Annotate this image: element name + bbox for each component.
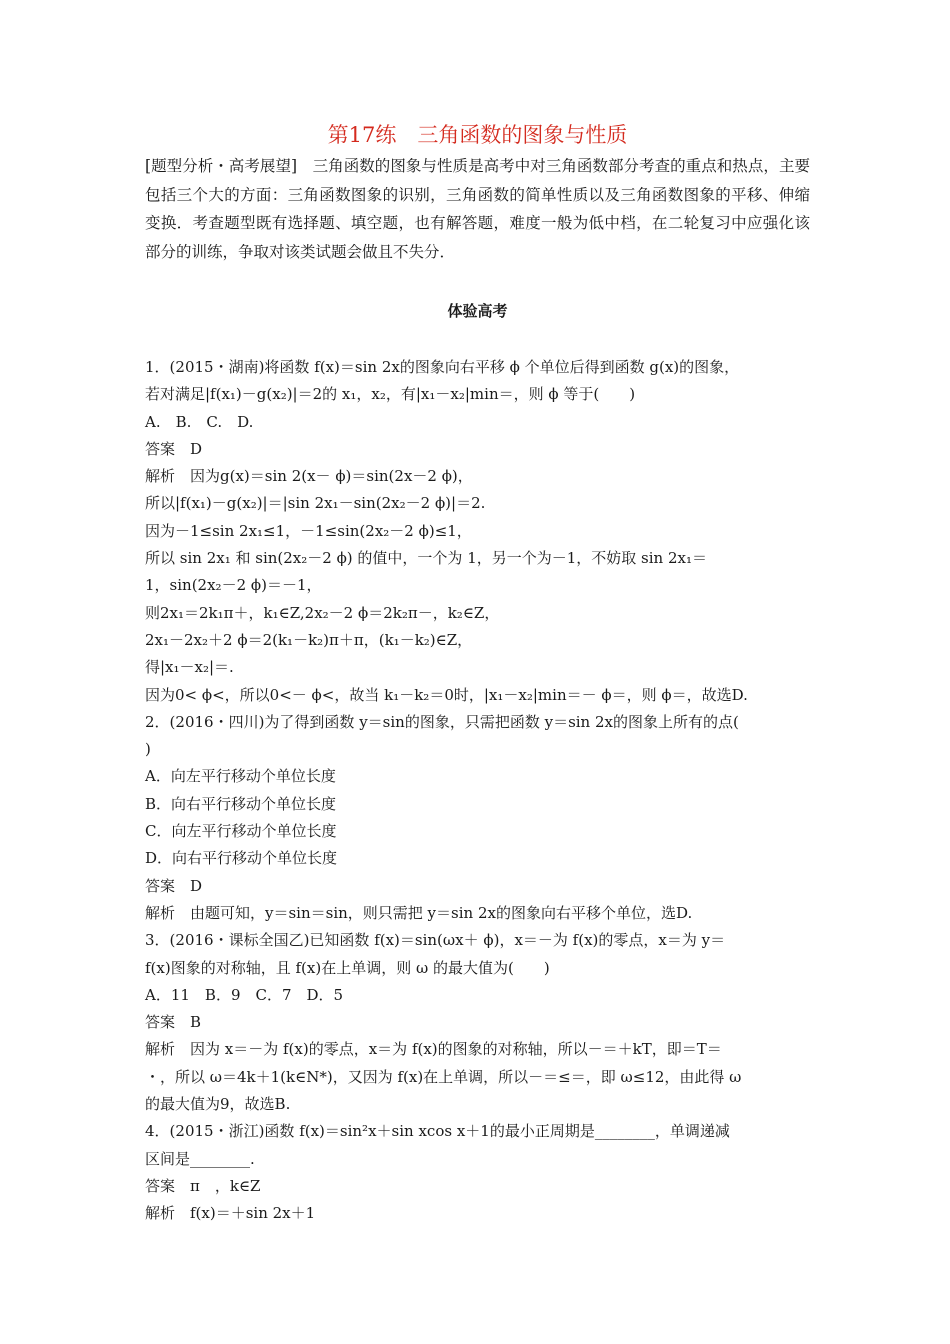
text-line: 2．(2016・四川)为了得到函数 y＝sin的图象，只需把函数 y＝sin 2x的图象上所有的点( (145, 712, 739, 731)
text-line: 2x₁－2x₂＋2 ϕ＝2(k₁－k₂)π＋π，(k₁－k₂)∈Z， (145, 630, 473, 649)
text-line: 解析 因为 x＝－为 f(x)的零点，x＝为 f(x)的图象的对称轴，所以－＝＋kT，即＝T＝ (145, 1040, 722, 1059)
text-line: f(x)图象的对称轴，且 f(x)在上单调，则 ω 的最大值为( ) (145, 958, 550, 977)
document-page (145, 118, 810, 1228)
text-line: 1，sin(2x₂－2 ϕ)＝－1， (145, 576, 322, 595)
text-line: 的最大值为9，故选B. (145, 1095, 291, 1114)
text-line: 答案 B (145, 1013, 202, 1032)
text-line: 则2x₁＝2k₁π＋，k₁∈Z,2x₂－2 ϕ＝2k₂π－，k₂∈Z， (145, 603, 500, 622)
text-line: 解析 由题可知，y＝sin＝sin，则只需把 y＝sin 2x的图象向右平移个单位，选D. (145, 903, 693, 922)
text-line: 因为－1≤sin 2x₁≤1，－1≤sin(2x₂－2 ϕ)≤1， (145, 521, 472, 540)
text-line: D．向右平行移动个单位长度 (145, 849, 338, 868)
text-line: A. B. C. D. (145, 412, 254, 431)
text-line: 若对满足|f(x₁)－g(x₂)|＝2的 x₁，x₂，有|x₁－x₂|min＝，则 ϕ 等于( ) (145, 385, 636, 404)
problem-body (145, 354, 810, 1228)
section-heading: 体验高考 (447, 302, 508, 320)
text-line: 得|x₁－x₂|＝. (145, 658, 234, 677)
text-line: A．向左平行移动个单位长度 (145, 767, 336, 786)
page-title: 第17练 三角函数的图象与性质 (327, 123, 628, 147)
text-line: 答案 D (145, 439, 203, 458)
text-line: A．11 B．9 C．7 D．5 (145, 985, 344, 1004)
text-line: 1．(2015・湖南)将函数 f(x)＝sin 2x的图象向右平移 ϕ 个单位后得到函数 g(x)的图象， (145, 358, 740, 376)
text-line: 所以 sin 2x₁ 和 sin(2x₂－2 ϕ) 的值中，一个为 1，另一个为－1，不妨取 sin 2x₁＝ (145, 549, 707, 568)
text-line: 因为0< ϕ<，所以0<－ ϕ<，故当 k₁－k₂＝0时，|x₁－x₂|min＝－ ϕ＝，则 ϕ＝，故选D. (145, 685, 748, 704)
text-line: 区间是________. (145, 1149, 255, 1168)
text-line: C．向左平行移动个单位长度 (145, 822, 337, 841)
text-line: 4．(2015・浙江)函数 f(x)＝sin²x＋sin xcos x＋1的最小正周期是________，单调递减 (145, 1122, 730, 1141)
text-line: 所以|f(x₁)－g(x₂)|＝|sin 2x₁－sin(2x₂－2 ϕ)|＝2. (145, 494, 486, 513)
text-line: 解析 f(x)＝＋sin 2x＋1 (145, 1204, 316, 1223)
text-line: ・，所以 ω＝4k＋1(k∈N*)，又因为 f(x)在上单调，所以－＝≤＝，即 ω≤12，由此得 ω (145, 1067, 742, 1086)
intro-paragraph: [题型分析・高考展望] 三角函数的图象与性质是高考中对三角函数部分考查的重点和热点，主要包括三个大的方面：三角函数图象的识别，三角函数的简单性质以及三角函数图象的平移、伸缩变换．考查题型既有选择题、填空题，也有解答题，难度一般为低中档，在二轮复习中应强化该部分的训练，争取对该类试题会做且不失分． (145, 157, 810, 261)
text-line: ) (145, 740, 151, 759)
text-line: 答案 π ，k∈Z (145, 1176, 261, 1195)
text-line: 答案 D (145, 876, 203, 895)
text-line: 解析 因为g(x)＝sin 2(x－ ϕ)＝sin(2x－2 ϕ)， (145, 467, 473, 486)
text-line: B．向右平行移动个单位长度 (145, 794, 337, 813)
text-line: 3．(2016・课标全国乙)已知函数 f(x)＝sin(ωx＋ ϕ)，x＝－为 f(x)的零点，x＝为 y＝ (145, 931, 726, 950)
